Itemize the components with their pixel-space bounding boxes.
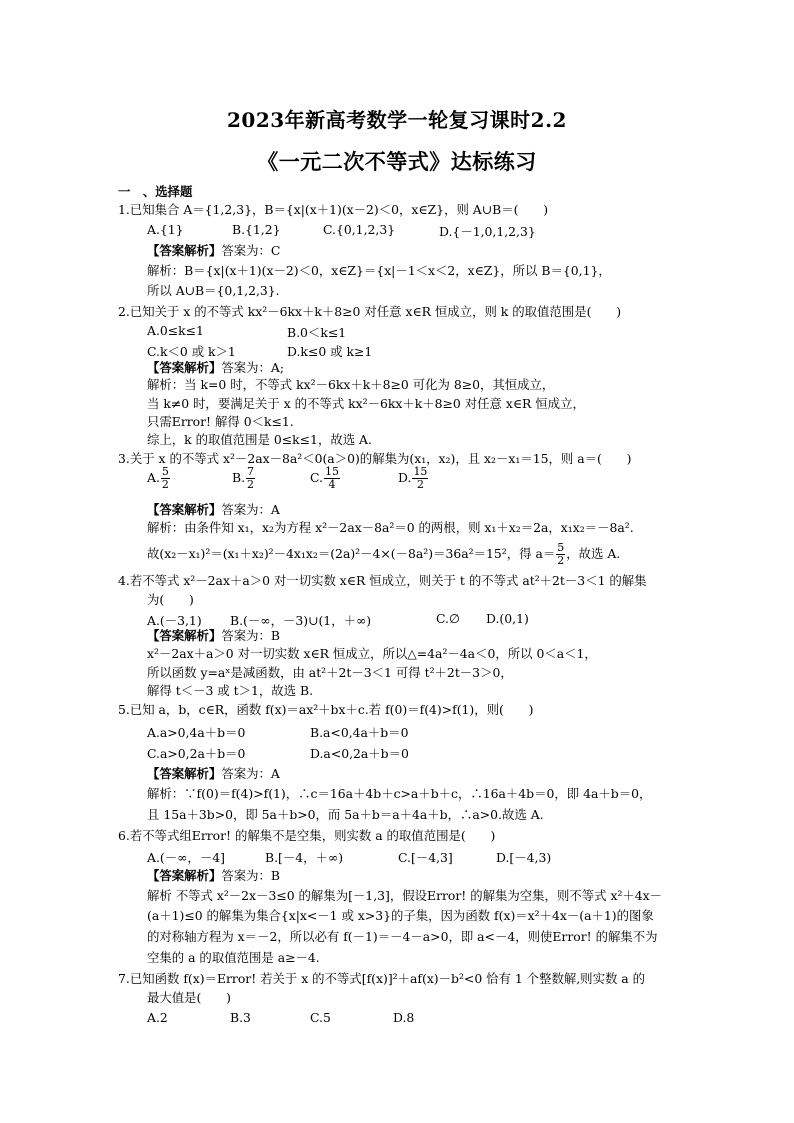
denominator: 2 xyxy=(247,478,255,491)
q7-option-c: C.5 xyxy=(310,1010,331,1025)
q1-option-c: C.{0,1,2,3} xyxy=(323,222,396,237)
q5-option-a: A.a>0,4a＋b＝0 xyxy=(147,725,246,740)
q3-stem: 3.关于 x 的不等式 x²－2ax－8a²＜0(a＞0)的解集为(x₁，x₂)，且 x₂－x₁＝15，则 a＝( ) xyxy=(118,451,632,466)
q5-option-b: B.a<0,4a＋b＝0 xyxy=(310,725,409,740)
q4-option-a: A.(－3,1) xyxy=(147,613,202,628)
answer-tag: 【答案解析】 xyxy=(147,628,222,643)
q3-answer xyxy=(147,502,280,518)
q2-answer xyxy=(147,360,284,376)
q5-answer xyxy=(147,766,280,782)
document-title: 2023年新高考数学一轮复习课时2.2 xyxy=(227,108,567,132)
answer-tag: 【答案解析】 xyxy=(147,766,222,781)
q6-answer xyxy=(147,868,280,884)
denominator: 2 xyxy=(161,478,169,491)
numerator: 7 xyxy=(247,465,255,478)
denominator: 4 xyxy=(328,478,336,491)
q2-analysis-3: 只需Error! 解得 0＜k≤1. xyxy=(147,414,294,429)
fraction xyxy=(324,466,340,491)
fraction xyxy=(246,466,255,491)
q3-analysis-2 xyxy=(147,542,620,567)
q3-option-c xyxy=(310,466,341,491)
answer-text: 答案为：B xyxy=(221,628,281,643)
numerator: 15 xyxy=(324,465,339,478)
section-heading: 一 、选择题 xyxy=(118,184,193,199)
q7-option-d: D.8 xyxy=(393,1010,415,1025)
numerator: 5 xyxy=(557,541,565,554)
q1-stem: 1.已知集合 A＝{1,2,3}，B＝{x|(x＋1)(x－2)＜0，x∈Z}，则 A∪B＝( ) xyxy=(118,202,549,217)
q2-stem: 2.已知关于 x 的不等式 kx²－6kx＋k＋8≥0 对任意 x∈R 恒成立，则 k 的取值范围是( ) xyxy=(118,304,622,319)
fraction xyxy=(556,542,565,567)
q6-analysis-1: 解析 不等式 x²－2x－3≤0 的解集为[－1,3]，假设Error! 的解集为空集，则不等式 x²＋4x－ xyxy=(147,888,663,903)
answer-tag: 【答案解析】 xyxy=(147,360,222,375)
q5-option-c: C.a>0,2a＋b＝0 xyxy=(147,746,246,761)
q3-option-d xyxy=(398,466,429,491)
q1-option-d: D.{－1,0,1,2,3} xyxy=(439,224,536,239)
q2-analysis-2: 当 k≠0 时，要满足关于 x 的不等式 kx²－6kx＋k＋8≥0 对任意 x∈R 恒成立， xyxy=(147,396,585,411)
q7-stem-1: 7.已知函数 f(x)＝Error! 若关于 x 的不等式[f(x)]²＋af(x)－b²<0 恰有 1 个整数解,则实数 a 的 xyxy=(118,971,646,986)
q2-option-c: C.k＜0 或 k＞1 xyxy=(147,344,236,359)
q5-option-d: D.a<0,2a＋b＝0 xyxy=(310,746,409,761)
q6-analysis-3: 的对称轴方程为 x＝－2，所以必有 f(－1)＝－4－a>0，即 a<－4，则使Error! 的解集不为 xyxy=(147,929,658,944)
q5-analysis-1: 解析：∵f(0)＝f(4)>f(1)，∴c＝16a＋4b＋c>a＋b＋c，∴16a＋4b＝0，即 4a＋b＝0， xyxy=(147,786,652,801)
answer-tag: 【答案解析】 xyxy=(147,243,222,258)
q2-analysis-4: 综上，k 的取值范围是 0≤k≤1，故选 A. xyxy=(147,432,372,447)
answer-text: 答案为：B xyxy=(221,868,281,883)
option-label: D. xyxy=(398,470,412,485)
fraction xyxy=(412,466,428,491)
q3-analysis-1: 解析：由条件知 x₁，x₂为方程 x²－2ax－8a²＝0 的两根，则 x₁＋x₂＝2a，x₁x₂＝－8a². xyxy=(147,520,634,535)
q4-analysis-1: x²－2ax＋a＞0 对一切实数 x∈R 恒成立，所以△=4a²－4a＜0，所以 0＜a＜1， xyxy=(147,646,597,661)
numerator: 15 xyxy=(413,465,428,478)
q1-option-b: B.{1,2} xyxy=(232,222,281,237)
answer-tag: 【答案解析】 xyxy=(147,868,222,883)
q2-option-d: D.k≤0 或 k≥1 xyxy=(287,344,373,359)
q2-option-a: A.0≤k≤1 xyxy=(147,323,204,338)
q2-option-b: B.0＜k≤1 xyxy=(287,325,347,340)
option-label: B. xyxy=(232,470,246,485)
q3-option-a xyxy=(147,466,171,491)
q7-option-b: B.3 xyxy=(230,1010,251,1025)
q4-option-d: D.(0,1) xyxy=(486,611,529,626)
option-label: A. xyxy=(147,470,160,485)
q6-option-b: B.[－4，＋∞) xyxy=(265,850,344,865)
numerator: 5 xyxy=(161,465,169,478)
answer-text: 答案为：C xyxy=(221,243,281,258)
q5-stem: 5.已知 a，b，c∈R，函数 f(x)＝ax²＋bx＋c.若 f(0)＝f(4)>f(1)，则( ) xyxy=(118,702,534,717)
option-label: C. xyxy=(310,470,323,485)
q4-analysis-2: 所以函数 y=aˣ是减函数，由 at²＋2t－3＜1 可得 t²＋2t－3＞0， xyxy=(147,665,513,680)
q6-analysis-4: 空集的 a 的取值范围是 a≥－4. xyxy=(147,950,320,965)
document-subtitle: 《一元二次不等式》达标练习 xyxy=(257,149,537,174)
q4-answer xyxy=(147,628,280,644)
answer-tag: 【答案解析】 xyxy=(147,502,222,517)
q1-analysis-2: 所以 A∪B＝{0,1,2,3}. xyxy=(147,283,280,298)
q1-analysis-1: 解析：B＝{x|(x＋1)(x－2)＜0，x∈Z}＝{x|－1＜x＜2，x∈Z}，所以 B＝{0,1}， xyxy=(147,263,611,278)
q6-option-a: A.(－∞，－4] xyxy=(147,850,225,865)
q4-analysis-3: 解得 t＜－3 或 t＞1，故选 B. xyxy=(147,683,314,698)
q6-option-d: D.[－4,3) xyxy=(496,850,552,865)
analysis-text: ，故选 A. xyxy=(566,546,621,561)
q4-stem-2: 为( ) xyxy=(147,592,194,607)
analysis-text: 故(x₂－x₁)²＝(x₁＋x₂)²－4x₁x₂＝(2a)²－4×(－8a²)＝36a²＝15²，得 a＝ xyxy=(147,546,556,561)
q7-stem-2: 最大值是( ) xyxy=(147,990,232,1005)
q4-option-b: B.(－∞，－3)∪(1，＋∞) xyxy=(230,613,372,628)
q1-option-a: A.{1} xyxy=(147,222,184,237)
q5-analysis-2: 且 15a＋3b>0，即 5a＋b>0，而 5a＋b＝a＋4a＋b，∴a>0.故选 A. xyxy=(147,807,544,822)
q1-answer xyxy=(147,243,280,259)
denominator: 2 xyxy=(416,478,424,491)
q6-analysis-2: (a＋1)≤0 的解集为集合{x|x<－1 或 x>3}的子集，因为函数 f(x)＝x²＋4x－(a＋1)的图象 xyxy=(147,908,654,923)
q6-option-c: C.[－4,3] xyxy=(398,850,453,865)
answer-text: 答案为：A xyxy=(221,766,280,781)
q4-option-c: C.∅ xyxy=(436,611,460,626)
q3-option-b xyxy=(232,466,256,491)
q2-analysis-1: 解析：当 k=0 时，不等式 kx²－6kx＋k＋8≥0 可化为 8≥0，其恒成立， xyxy=(147,377,555,392)
q7-option-a: A.2 xyxy=(147,1010,168,1025)
fraction xyxy=(161,466,170,491)
answer-text: 答案为：A xyxy=(221,502,280,517)
q4-stem-1: 4.若不等式 x²－2ax＋a＞0 对一切实数 x∈R 恒成立，则关于 t 的不等式 at²＋2t－3＜1 的解集 xyxy=(118,573,647,588)
answer-text: 答案为：A; xyxy=(221,360,285,375)
denominator: 2 xyxy=(557,554,565,567)
q6-stem: 6.若不等式组Error! 的解集不是空集，则实数 a 的取值范围是( ) xyxy=(118,828,496,843)
